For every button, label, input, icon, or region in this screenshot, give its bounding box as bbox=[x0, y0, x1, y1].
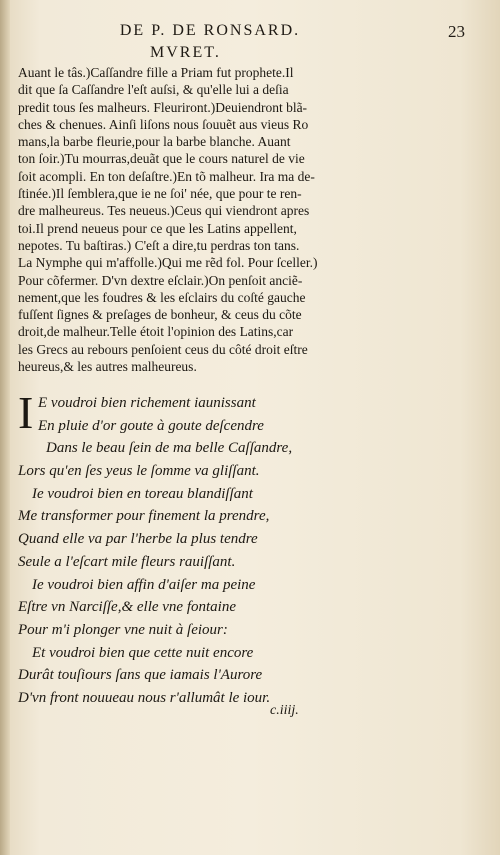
commentary-line: ſtinée.)Il ſemblera,que ie ne ſoi' née, que pour te ren- bbox=[18, 186, 302, 202]
signature-mark: c.iiij. bbox=[270, 703, 299, 718]
commentary-line: nement,que les foudres & les eſclairs du coſté gauche bbox=[18, 289, 306, 305]
sonnet-line: Quand elle va par l'herbe la plus tendre bbox=[18, 531, 258, 548]
sonnet-line: Et voudroi bien que cette nuit encore bbox=[32, 644, 254, 661]
page-number: 23 bbox=[448, 22, 465, 41]
commentary-line: dit que ſa Caſſandre l'eſt auſsi, & qu'elle lui a deſia bbox=[18, 82, 289, 98]
commentary-line: heureus,& les autres malheureus. bbox=[18, 359, 197, 375]
sonnet-line: E voudroi bien richement iaunissant bbox=[38, 395, 256, 411]
commentary-text bbox=[18, 64, 373, 375]
commentary-line: mans,la barbe fleurie,pour la barbe blanche. Auant bbox=[18, 134, 291, 150]
commentary-line: toi.Il prend neueus pour ce que les Latins appellent, bbox=[18, 220, 297, 236]
commentary-line: ches & chenues. Ainſi liſons nous ſouuẽt aus vieus Ro bbox=[18, 116, 309, 132]
commentary-line: Pour cõfermer. D'vn dextre eſclair.)On penſoit anciẽ- bbox=[18, 272, 303, 288]
sonnet-line: Seule a l'eſcart mile fleurs rauiſſant. bbox=[18, 553, 236, 570]
sonnet-line: En pluie d'or goute à goute deſcendre bbox=[38, 417, 264, 434]
commentary-line: predit tous ſes malheurs. Fleuriront.)Deuiendront blã- bbox=[18, 99, 308, 115]
sonnet-line: D'vn front nouueau nous r'allumât le iour. bbox=[18, 689, 271, 706]
commentary-line: ſoit acompli. En ton deſaſtre.)En tõ malheur. Ira ma de- bbox=[18, 168, 315, 184]
commentary-line: La Nymphe qui m'affolle.)Qui me rẽd fol. Pour ſceller.) bbox=[18, 255, 318, 271]
commentary-line: les Grecs au rebours penſoient ceus du côté droit eſtre bbox=[18, 341, 308, 357]
drop-cap: I bbox=[18, 387, 34, 438]
sonnet-line: Eſtre vn Narciſſe,& elle vne fontaine bbox=[18, 599, 236, 616]
commentary-line: ton ſoir.)Tu mourras,deuãt que le cours naturel de vie bbox=[18, 151, 305, 167]
sonnet-line: Ie voudroi bien affin d'aiſer ma peine bbox=[32, 576, 256, 593]
commentary-line: nepotes. Tu baſtiras.) C'eſt a dire,tu perdras ton tans. bbox=[18, 237, 300, 253]
commentary-line: Auant le tâs.)Caſſandre fille a Priam fut prophete.Il bbox=[18, 65, 294, 80]
commentator-name: MVRET. bbox=[150, 44, 221, 61]
commentary-line: dre malheureus. Tes neueus.)Ceus qui viendront apres bbox=[18, 203, 310, 219]
commentary-line: droit,de malheur.Telle étoit l'opinion des Latins,car bbox=[18, 324, 294, 340]
sonnet-line: Durât touſiours ſans que iamais l'Aurore bbox=[18, 667, 263, 684]
sonnet-line: Ie voudroi bien en toreau blandiſſant bbox=[32, 485, 253, 502]
sonnet-line: Dans le beau ſein de ma belle Caſſandre, bbox=[46, 440, 293, 457]
sonnet-line: Lors qu'en ſes yeus le ſomme va gliſſant. bbox=[18, 463, 260, 480]
running-title: DE P. DE RONSARD. bbox=[119, 22, 301, 39]
sonnet-line: Pour m'i plonger vne nuit à ſeiour: bbox=[18, 621, 228, 638]
page-gutter bbox=[0, 0, 10, 855]
commentary-line: fuſſent ſignes & preſages de bonheur, & ceus du cõte bbox=[18, 307, 302, 323]
sonnet-line: Me transformer pour finement la prendre, bbox=[18, 508, 270, 525]
sonnet-text bbox=[18, 387, 363, 710]
